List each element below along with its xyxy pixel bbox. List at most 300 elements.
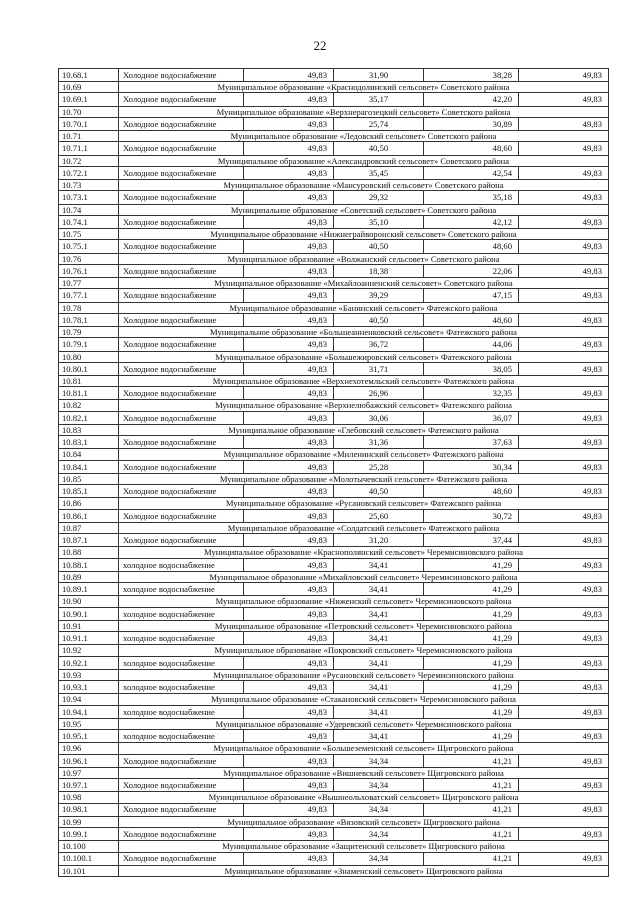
service-name: Холодное водоснабжение bbox=[119, 387, 244, 400]
value-cell-4: 49,83 bbox=[519, 730, 609, 743]
municipality-title: Муниципальное образование «Вишневский сельсовет» Щигровского района bbox=[119, 767, 609, 778]
row-number: 10.91 bbox=[59, 620, 119, 631]
value-cell-2: 18,38 bbox=[334, 264, 424, 277]
service-row bbox=[59, 362, 609, 375]
row-number: 10.71 bbox=[59, 131, 119, 142]
municipality-title: Муниципальное образование «Ледовский сельсовет» Советского района bbox=[119, 131, 609, 142]
municipality-row bbox=[59, 351, 609, 362]
value-cell-2: 34,34 bbox=[334, 779, 424, 792]
value-cell-3: 42,12 bbox=[424, 215, 519, 228]
municipality-row bbox=[59, 278, 609, 289]
municipality-row bbox=[59, 302, 609, 313]
municipality-title: Муниципальное образование «Краснодолинский сельсовет» Советского района bbox=[119, 82, 609, 93]
row-number: 10.69 bbox=[59, 82, 119, 93]
value-cell-3: 41,29 bbox=[424, 632, 519, 645]
row-number: 10.91.1 bbox=[59, 632, 119, 645]
value-cell-1: 49,83 bbox=[244, 607, 334, 620]
value-cell-4: 49,83 bbox=[519, 852, 609, 865]
municipality-title: Муниципальное образование «Вязовский сельсовет» Щигровского района bbox=[119, 816, 609, 827]
value-cell-2: 34,34 bbox=[334, 754, 424, 767]
row-number: 10.92 bbox=[59, 645, 119, 656]
service-row bbox=[59, 705, 609, 718]
value-cell-2: 30,06 bbox=[334, 411, 424, 424]
value-cell-3: 41,29 bbox=[424, 558, 519, 571]
row-number: 10.76.1 bbox=[59, 264, 119, 277]
row-number: 10.84 bbox=[59, 449, 119, 460]
municipality-row bbox=[59, 792, 609, 803]
municipality-row bbox=[59, 131, 609, 142]
row-number: 10.83 bbox=[59, 424, 119, 435]
value-cell-3: 48,60 bbox=[424, 240, 519, 253]
service-row bbox=[59, 632, 609, 645]
municipality-title: Муниципальное образование «Глебовский сельсовет» Фатежского района bbox=[119, 424, 609, 435]
value-cell-1: 49,83 bbox=[244, 215, 334, 228]
row-number: 10.81.1 bbox=[59, 387, 119, 400]
value-cell-1: 49,83 bbox=[244, 509, 334, 522]
value-cell-2: 34,41 bbox=[334, 705, 424, 718]
value-cell-3: 48,60 bbox=[424, 485, 519, 498]
municipality-title: Муниципальное образование «Нижнеграйворонский сельсовет» Советского района bbox=[119, 229, 609, 240]
value-cell-1: 49,83 bbox=[244, 117, 334, 130]
municipality-title: Муниципальное образование «Мансуровский сельсовет» Советского района bbox=[119, 180, 609, 191]
municipality-row bbox=[59, 522, 609, 533]
value-cell-1: 49,83 bbox=[244, 69, 334, 82]
row-number: 10.75.1 bbox=[59, 240, 119, 253]
value-cell-1: 49,83 bbox=[244, 411, 334, 424]
value-cell-1: 49,83 bbox=[244, 460, 334, 473]
row-number: 10.86 bbox=[59, 498, 119, 509]
value-cell-1: 49,83 bbox=[244, 534, 334, 547]
municipality-title: Муниципальное образование «Верхнехотемльский сельсовет» Фатежского района bbox=[119, 376, 609, 387]
value-cell-3: 42,54 bbox=[424, 166, 519, 179]
municipality-title: Муниципальное образование «Русановский сельсовет» Черемисиновского района bbox=[119, 669, 609, 680]
value-cell-2: 25,74 bbox=[334, 117, 424, 130]
service-row bbox=[59, 313, 609, 326]
service-row bbox=[59, 754, 609, 767]
row-number: 10.79.1 bbox=[59, 338, 119, 351]
value-cell-1: 49,83 bbox=[244, 779, 334, 792]
row-number: 10.82 bbox=[59, 400, 119, 411]
row-number: 10.94.1 bbox=[59, 705, 119, 718]
service-row bbox=[59, 264, 609, 277]
row-number: 10.94 bbox=[59, 694, 119, 705]
row-number: 10.96 bbox=[59, 743, 119, 754]
service-name: Холодное водоснабжение bbox=[119, 69, 244, 82]
municipality-title: Муниципальное образование «Русановский сельсовет» Фатежского района bbox=[119, 498, 609, 509]
row-number: 10.70.1 bbox=[59, 117, 119, 130]
service-name: Холодное водоснабжение bbox=[119, 460, 244, 473]
municipality-row bbox=[59, 620, 609, 631]
municipality-row bbox=[59, 253, 609, 264]
municipality-title: Муниципальное образование «Петровский сельсовет» Черемисиновского района bbox=[119, 620, 609, 631]
value-cell-2: 40,50 bbox=[334, 240, 424, 253]
row-number: 10.82.1 bbox=[59, 411, 119, 424]
row-number: 10.72.1 bbox=[59, 166, 119, 179]
municipality-row bbox=[59, 645, 609, 656]
municipality-title: Муниципальное образование «Миленинский сельсовет» Фатежского района bbox=[119, 449, 609, 460]
value-cell-1: 49,83 bbox=[244, 705, 334, 718]
value-cell-1: 49,83 bbox=[244, 142, 334, 155]
service-row bbox=[59, 411, 609, 424]
municipality-title: Муниципальное образование «Удеревский сельсовет» Черемисиновского района bbox=[119, 718, 609, 729]
municipality-row bbox=[59, 718, 609, 729]
row-number: 10.76 bbox=[59, 253, 119, 264]
municipality-row bbox=[59, 400, 609, 411]
row-number: 10.98.1 bbox=[59, 803, 119, 816]
value-cell-2: 34,34 bbox=[334, 803, 424, 816]
value-cell-4: 49,83 bbox=[519, 460, 609, 473]
row-number: 10.88.1 bbox=[59, 558, 119, 571]
value-cell-3: 38,28 bbox=[424, 69, 519, 82]
service-row bbox=[59, 779, 609, 792]
value-cell-2: 34,41 bbox=[334, 656, 424, 669]
value-cell-3: 37,63 bbox=[424, 436, 519, 449]
row-number: 10.90.1 bbox=[59, 607, 119, 620]
row-number: 10.78 bbox=[59, 302, 119, 313]
value-cell-3: 41,29 bbox=[424, 583, 519, 596]
row-number: 10.79 bbox=[59, 327, 119, 338]
service-row bbox=[59, 583, 609, 596]
service-row bbox=[59, 289, 609, 302]
value-cell-1: 49,83 bbox=[244, 191, 334, 204]
municipality-title: Муниципальное образование «Волжанский сельсовет» Советского района bbox=[119, 253, 609, 264]
value-cell-1: 49,83 bbox=[244, 558, 334, 571]
municipality-row bbox=[59, 327, 609, 338]
value-cell-2: 34,41 bbox=[334, 681, 424, 694]
value-cell-4: 49,83 bbox=[519, 240, 609, 253]
row-number: 10.90 bbox=[59, 596, 119, 607]
service-row bbox=[59, 485, 609, 498]
value-cell-3: 41,21 bbox=[424, 803, 519, 816]
tariff-table bbox=[58, 68, 609, 877]
row-number: 10.81 bbox=[59, 376, 119, 387]
municipality-title: Муниципальное образование «Знаменский сельсовет» Щигровского района bbox=[119, 865, 609, 876]
municipality-row bbox=[59, 424, 609, 435]
value-cell-2: 29,32 bbox=[334, 191, 424, 204]
value-cell-4: 49,83 bbox=[519, 411, 609, 424]
municipality-row bbox=[59, 473, 609, 484]
municipality-title: Муниципальное образование «Большеанненковский сельсовет» Фатежского района bbox=[119, 327, 609, 338]
service-name: Холодное водоснабжение bbox=[119, 313, 244, 326]
value-cell-2: 34,41 bbox=[334, 583, 424, 596]
value-cell-1: 49,83 bbox=[244, 828, 334, 841]
value-cell-3: 30,34 bbox=[424, 460, 519, 473]
value-cell-1: 49,83 bbox=[244, 852, 334, 865]
value-cell-4: 49,83 bbox=[519, 69, 609, 82]
municipality-row bbox=[59, 498, 609, 509]
value-cell-1: 49,83 bbox=[244, 93, 334, 106]
row-number: 10.73.1 bbox=[59, 191, 119, 204]
service-row bbox=[59, 436, 609, 449]
row-number: 10.83.1 bbox=[59, 436, 119, 449]
value-cell-4: 49,83 bbox=[519, 754, 609, 767]
value-cell-2: 26,96 bbox=[334, 387, 424, 400]
row-number: 10.71.1 bbox=[59, 142, 119, 155]
value-cell-2: 40,50 bbox=[334, 485, 424, 498]
municipality-title: Муниципальное образование «Михайлоанненский сельсовет» Советского района bbox=[119, 278, 609, 289]
value-cell-4: 49,83 bbox=[519, 142, 609, 155]
value-cell-2: 34,41 bbox=[334, 558, 424, 571]
value-cell-3: 41,21 bbox=[424, 754, 519, 767]
service-name: Холодное водоснабжение bbox=[119, 754, 244, 767]
row-number: 10.100 bbox=[59, 841, 119, 852]
tariff-table-body bbox=[59, 69, 609, 877]
row-number: 10.87 bbox=[59, 522, 119, 533]
row-number: 10.86.1 bbox=[59, 509, 119, 522]
row-number: 10.93.1 bbox=[59, 681, 119, 694]
row-number: 10.74.1 bbox=[59, 215, 119, 228]
value-cell-1: 49,83 bbox=[244, 485, 334, 498]
value-cell-3: 35,18 bbox=[424, 191, 519, 204]
value-cell-3: 41,21 bbox=[424, 828, 519, 841]
row-number: 10.98 bbox=[59, 792, 119, 803]
service-row bbox=[59, 93, 609, 106]
tariff-table-container bbox=[58, 68, 608, 877]
value-cell-4: 49,83 bbox=[519, 583, 609, 596]
value-cell-3: 41,29 bbox=[424, 681, 519, 694]
municipality-row bbox=[59, 204, 609, 215]
municipality-row bbox=[59, 865, 609, 876]
value-cell-2: 36,72 bbox=[334, 338, 424, 351]
service-name: Холодное водоснабжение bbox=[119, 534, 244, 547]
service-name: Холодное водоснабжение bbox=[119, 215, 244, 228]
value-cell-1: 49,83 bbox=[244, 436, 334, 449]
row-number: 10.99.1 bbox=[59, 828, 119, 841]
service-row bbox=[59, 117, 609, 130]
value-cell-4: 49,83 bbox=[519, 117, 609, 130]
service-row bbox=[59, 828, 609, 841]
service-name: Холодное водоснабжение bbox=[119, 509, 244, 522]
value-cell-1: 49,83 bbox=[244, 583, 334, 596]
row-number: 10.72 bbox=[59, 155, 119, 166]
row-number: 10.96.1 bbox=[59, 754, 119, 767]
row-number: 10.75 bbox=[59, 229, 119, 240]
service-name: Холодное водоснабжение bbox=[119, 411, 244, 424]
value-cell-3: 41,29 bbox=[424, 730, 519, 743]
value-cell-2: 31,71 bbox=[334, 362, 424, 375]
row-number: 10.73 bbox=[59, 180, 119, 191]
value-cell-3: 32,35 bbox=[424, 387, 519, 400]
row-number: 10.101 bbox=[59, 865, 119, 876]
value-cell-3: 37,44 bbox=[424, 534, 519, 547]
value-cell-4: 49,83 bbox=[519, 828, 609, 841]
value-cell-2: 34,34 bbox=[334, 852, 424, 865]
value-cell-1: 49,83 bbox=[244, 289, 334, 302]
service-row bbox=[59, 69, 609, 82]
value-cell-4: 49,83 bbox=[519, 387, 609, 400]
service-name: холодное водоснабжение bbox=[119, 558, 244, 571]
value-cell-1: 49,83 bbox=[244, 803, 334, 816]
value-cell-4: 49,83 bbox=[519, 215, 609, 228]
municipality-title: Муниципальное образование «Краснополянский сельсовет» Черемисиновского района bbox=[119, 547, 609, 558]
row-number: 10.77.1 bbox=[59, 289, 119, 302]
service-row bbox=[59, 215, 609, 228]
service-name: холодное водоснабжение bbox=[119, 583, 244, 596]
municipality-row bbox=[59, 767, 609, 778]
value-cell-3: 41,29 bbox=[424, 705, 519, 718]
municipality-title: Муниципальное образование «Солдатский сельсовет» Фатежского района bbox=[119, 522, 609, 533]
value-cell-3: 41,21 bbox=[424, 779, 519, 792]
value-cell-3: 22,06 bbox=[424, 264, 519, 277]
value-cell-1: 49,83 bbox=[244, 313, 334, 326]
municipality-title: Муниципальное образование «Ниженский сельсовет» Черемисиновского района bbox=[119, 596, 609, 607]
value-cell-2: 34,41 bbox=[334, 730, 424, 743]
row-number: 10.68.1 bbox=[59, 69, 119, 82]
value-cell-3: 38,05 bbox=[424, 362, 519, 375]
service-name: холодное водоснабжение bbox=[119, 656, 244, 669]
service-name: Холодное водоснабжение bbox=[119, 338, 244, 351]
service-row bbox=[59, 852, 609, 865]
value-cell-2: 40,50 bbox=[334, 313, 424, 326]
value-cell-1: 49,83 bbox=[244, 632, 334, 645]
row-number: 10.70 bbox=[59, 106, 119, 117]
value-cell-1: 49,83 bbox=[244, 730, 334, 743]
value-cell-1: 49,83 bbox=[244, 387, 334, 400]
row-number: 10.89.1 bbox=[59, 583, 119, 596]
page-number: 22 bbox=[313, 38, 327, 53]
row-number: 10.84.1 bbox=[59, 460, 119, 473]
service-name: Холодное водоснабжение bbox=[119, 289, 244, 302]
service-row bbox=[59, 460, 609, 473]
municipality-title: Муниципальное образование «Стакановский сельсовет» Черемисиновского района bbox=[119, 694, 609, 705]
service-name: Холодное водоснабжение bbox=[119, 166, 244, 179]
value-cell-4: 49,83 bbox=[519, 485, 609, 498]
value-cell-1: 49,83 bbox=[244, 264, 334, 277]
row-number: 10.93 bbox=[59, 669, 119, 680]
service-row bbox=[59, 730, 609, 743]
municipality-row bbox=[59, 106, 609, 117]
service-name: Холодное водоснабжение bbox=[119, 362, 244, 375]
service-name: Холодное водоснабжение bbox=[119, 436, 244, 449]
service-row bbox=[59, 338, 609, 351]
service-name: Холодное водоснабжение bbox=[119, 803, 244, 816]
row-number: 10.100.1 bbox=[59, 852, 119, 865]
value-cell-3: 41,29 bbox=[424, 607, 519, 620]
service-row bbox=[59, 656, 609, 669]
municipality-title: Муниципальное образование «Советский сельсовет» Советского района bbox=[119, 204, 609, 215]
value-cell-4: 49,83 bbox=[519, 779, 609, 792]
value-cell-4: 49,83 bbox=[519, 289, 609, 302]
municipality-row bbox=[59, 376, 609, 387]
municipality-row bbox=[59, 743, 609, 754]
row-number: 10.78.1 bbox=[59, 313, 119, 326]
service-row bbox=[59, 534, 609, 547]
value-cell-4: 49,83 bbox=[519, 681, 609, 694]
row-number: 10.88 bbox=[59, 547, 119, 558]
municipality-row bbox=[59, 449, 609, 460]
row-number: 10.87.1 bbox=[59, 534, 119, 547]
value-cell-3: 41,21 bbox=[424, 852, 519, 865]
row-number: 10.85 bbox=[59, 473, 119, 484]
service-row bbox=[59, 509, 609, 522]
service-name: холодное водоснабжение bbox=[119, 730, 244, 743]
municipality-row bbox=[59, 229, 609, 240]
service-row bbox=[59, 607, 609, 620]
municipality-row bbox=[59, 596, 609, 607]
value-cell-1: 49,83 bbox=[244, 240, 334, 253]
value-cell-1: 49,83 bbox=[244, 681, 334, 694]
value-cell-2: 35,17 bbox=[334, 93, 424, 106]
value-cell-3: 30,89 bbox=[424, 117, 519, 130]
value-cell-4: 49,83 bbox=[519, 656, 609, 669]
value-cell-4: 49,83 bbox=[519, 607, 609, 620]
value-cell-4: 49,83 bbox=[519, 362, 609, 375]
value-cell-3: 44,06 bbox=[424, 338, 519, 351]
municipality-row bbox=[59, 816, 609, 827]
service-row bbox=[59, 191, 609, 204]
service-name: Холодное водоснабжение bbox=[119, 264, 244, 277]
row-number: 10.97.1 bbox=[59, 779, 119, 792]
service-name: холодное водоснабжение bbox=[119, 681, 244, 694]
row-number: 10.92.1 bbox=[59, 656, 119, 669]
service-row bbox=[59, 142, 609, 155]
municipality-title: Муниципальное образование «Михайловский сельсовет» Черемисиновского района bbox=[119, 571, 609, 582]
service-name: Холодное водоснабжение bbox=[119, 142, 244, 155]
municipality-row bbox=[59, 180, 609, 191]
value-cell-2: 25,28 bbox=[334, 460, 424, 473]
row-number: 10.95.1 bbox=[59, 730, 119, 743]
service-name: Холодное водоснабжение bbox=[119, 191, 244, 204]
value-cell-2: 31,90 bbox=[334, 69, 424, 82]
service-name: Холодное водоснабжение bbox=[119, 779, 244, 792]
service-row bbox=[59, 240, 609, 253]
row-number: 10.77 bbox=[59, 278, 119, 289]
value-cell-4: 49,83 bbox=[519, 313, 609, 326]
value-cell-1: 49,83 bbox=[244, 338, 334, 351]
value-cell-3: 48,60 bbox=[424, 313, 519, 326]
value-cell-4: 49,83 bbox=[519, 705, 609, 718]
municipality-title: Муниципальное образование «Большежировский сельсовет» Фатежского района bbox=[119, 351, 609, 362]
value-cell-4: 49,83 bbox=[519, 558, 609, 571]
service-name: холодное водоснабжение bbox=[119, 705, 244, 718]
municipality-row bbox=[59, 547, 609, 558]
value-cell-4: 49,83 bbox=[519, 93, 609, 106]
municipality-row bbox=[59, 694, 609, 705]
value-cell-1: 49,83 bbox=[244, 754, 334, 767]
service-name: Холодное водоснабжение bbox=[119, 485, 244, 498]
service-row bbox=[59, 803, 609, 816]
value-cell-1: 49,83 bbox=[244, 656, 334, 669]
value-cell-4: 49,83 bbox=[519, 509, 609, 522]
value-cell-2: 35,45 bbox=[334, 166, 424, 179]
value-cell-2: 25,60 bbox=[334, 509, 424, 522]
service-name: холодное водоснабжение bbox=[119, 632, 244, 645]
value-cell-3: 30,72 bbox=[424, 509, 519, 522]
municipality-row bbox=[59, 841, 609, 852]
service-name: холодное водоснабжение bbox=[119, 607, 244, 620]
row-number: 10.97 bbox=[59, 767, 119, 778]
value-cell-4: 49,83 bbox=[519, 338, 609, 351]
value-cell-2: 31,36 bbox=[334, 436, 424, 449]
value-cell-2: 40,50 bbox=[334, 142, 424, 155]
value-cell-1: 49,83 bbox=[244, 362, 334, 375]
municipality-title: Муниципальное образование «Защитенский сельсовет» Щигровского района bbox=[119, 841, 609, 852]
value-cell-3: 36,07 bbox=[424, 411, 519, 424]
value-cell-3: 42,20 bbox=[424, 93, 519, 106]
municipality-row bbox=[59, 669, 609, 680]
service-row bbox=[59, 558, 609, 571]
row-number: 10.95 bbox=[59, 718, 119, 729]
value-cell-2: 34,34 bbox=[334, 828, 424, 841]
value-cell-4: 49,83 bbox=[519, 436, 609, 449]
service-name: Холодное водоснабжение bbox=[119, 240, 244, 253]
value-cell-4: 49,83 bbox=[519, 534, 609, 547]
value-cell-3: 47,15 bbox=[424, 289, 519, 302]
row-number: 10.74 bbox=[59, 204, 119, 215]
service-name: Холодное водоснабжение bbox=[119, 828, 244, 841]
municipality-title: Муниципальное образование «Верхнерагозецкий сельсовет» Советского района bbox=[119, 106, 609, 117]
value-cell-1: 49,83 bbox=[244, 166, 334, 179]
